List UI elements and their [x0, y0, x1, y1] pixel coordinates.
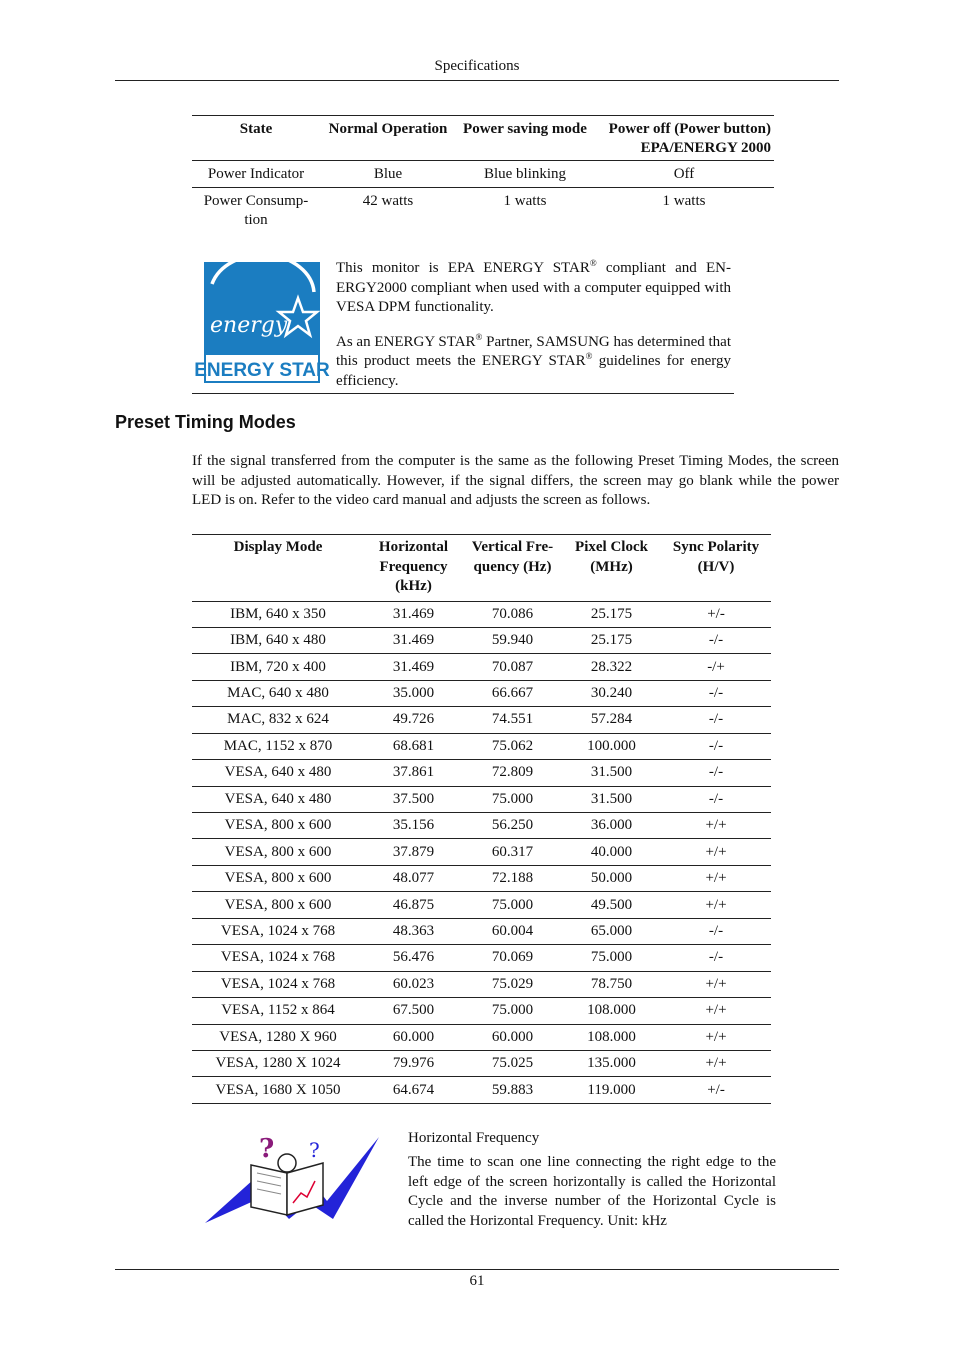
- vertical-frequency-cell: 70.086: [463, 601, 562, 627]
- power-cell: Power Consump- tion: [203, 193, 309, 228]
- reading-manual-icon: [203, 1133, 381, 1225]
- pixel-clock-cell: 108.000: [562, 998, 661, 1024]
- display-mode-cell: VESA, 640 x 480: [192, 760, 364, 786]
- horizontal-frequency-cell: 64.674: [364, 1077, 463, 1103]
- pixel-clock-cell: 57.284: [562, 707, 661, 733]
- pixel-clock-cell: 36.000: [562, 813, 661, 839]
- horizontal-frequency-cell: 31.469: [364, 601, 463, 627]
- power-header-off: Power off (Power button) EPA/ENERGY 2000: [608, 121, 771, 156]
- sync-polarity-cell: -/-: [661, 707, 771, 733]
- vertical-frequency-cell: 66.667: [463, 680, 562, 706]
- preset-timing-table: [192, 534, 771, 1104]
- display-mode-cell: MAC, 1152 x 870: [192, 733, 364, 759]
- timing-row: [192, 601, 771, 627]
- vertical-frequency-cell: 59.940: [463, 627, 562, 653]
- display-mode-cell: VESA, 800 x 600: [192, 892, 364, 918]
- timing-row: [192, 971, 771, 997]
- energy-star-paragraph-1: This monitor is EPA ENERGY STAR® compliant and EN-ERGY2000 compliant when used with a computer equipped with VESA DPM functionality.: [336, 258, 731, 315]
- logo-word: energy: [210, 313, 288, 338]
- timing-row: [192, 865, 771, 891]
- horizontal-frequency-cell: 37.879: [364, 839, 463, 865]
- display-mode-cell: IBM, 720 x 400: [192, 654, 364, 680]
- timing-row: [192, 813, 771, 839]
- sync-polarity-cell: +/+: [661, 971, 771, 997]
- horizontal-frequency-cell: 37.500: [364, 786, 463, 812]
- reader-head: [278, 1154, 296, 1172]
- timing-row: [192, 839, 771, 865]
- vertical-frequency-cell: 75.029: [463, 971, 562, 997]
- sync-polarity-cell: -/-: [661, 680, 771, 706]
- power-cell: 1 watts: [662, 193, 706, 209]
- horizontal-frequency-cell: 56.476: [364, 945, 463, 971]
- timing-row: [192, 918, 771, 944]
- vertical-frequency-cell: 59.883: [463, 1077, 562, 1103]
- timing-row: [192, 1077, 771, 1103]
- display-mode-cell: VESA, 1024 x 768: [192, 918, 364, 944]
- pixel-clock-cell: 78.750: [562, 971, 661, 997]
- vertical-frequency-cell: 75.000: [463, 892, 562, 918]
- horizontal-frequency-cell: 79.976: [364, 1050, 463, 1076]
- section-title: Preset Timing Modes: [115, 412, 296, 432]
- power-cell: 42 watts: [362, 193, 414, 209]
- pixel-clock-cell: 50.000: [562, 865, 661, 891]
- display-mode-cell: VESA, 1024 x 768: [192, 945, 364, 971]
- timing-row: [192, 786, 771, 812]
- book-left-page: [251, 1165, 287, 1215]
- note-body: The time to scan one line connecting the right edge to the left edge of the screen horizontally is called the Horizontal Cycle and the inverse number of the Horizontal Cycle is called the Horizontal Frequency. Unit: kHz: [408, 1154, 776, 1229]
- power-header-saving: Power saving mode: [463, 121, 587, 137]
- pixel-clock-cell: 28.322: [562, 654, 661, 680]
- sync-polarity-cell: -/-: [661, 627, 771, 653]
- vertical-frequency-cell: 75.000: [463, 786, 562, 812]
- display-mode-cell: VESA, 1280 X 1024: [192, 1050, 364, 1076]
- power-cell: Blue: [373, 166, 403, 182]
- display-mode-cell: VESA, 1152 x 864: [192, 998, 364, 1024]
- timing-row: [192, 892, 771, 918]
- sync-polarity-cell: -/-: [661, 760, 771, 786]
- sync-polarity-cell: +/-: [661, 601, 771, 627]
- page-number: 61: [469, 1273, 485, 1289]
- display-mode-cell: IBM, 640 x 350: [192, 601, 364, 627]
- vertical-frequency-cell: 70.069: [463, 945, 562, 971]
- horizontal-frequency-cell: 60.000: [364, 1024, 463, 1050]
- horizontal-frequency-cell: 48.077: [364, 865, 463, 891]
- timing-header-vertical-frequency: Vertical Fre- quency (Hz): [471, 539, 554, 575]
- display-mode-cell: VESA, 1280 X 960: [192, 1024, 364, 1050]
- display-mode-cell: VESA, 800 x 600: [192, 813, 364, 839]
- horizontal-frequency-cell: 49.726: [364, 707, 463, 733]
- sync-polarity-cell: -/-: [661, 945, 771, 971]
- display-mode-cell: MAC, 832 x 624: [192, 707, 364, 733]
- display-mode-cell: VESA, 800 x 600: [192, 839, 364, 865]
- vertical-frequency-cell: 72.188: [463, 865, 562, 891]
- vertical-frequency-cell: 75.000: [463, 998, 562, 1024]
- timing-row: [192, 654, 771, 680]
- sync-polarity-cell: -/-: [661, 786, 771, 812]
- question-mark-left: ?: [259, 1134, 275, 1164]
- pixel-clock-cell: 65.000: [562, 918, 661, 944]
- pixel-clock-cell: 40.000: [562, 839, 661, 865]
- timing-header-display-mode: Display Mode: [233, 539, 323, 555]
- timing-row: [192, 707, 771, 733]
- display-mode-cell: MAC, 640 x 480: [192, 680, 364, 706]
- timing-header-pixel-clock: Pixel Clock (MHz): [575, 539, 648, 575]
- pixel-clock-cell: 135.000: [562, 1050, 661, 1076]
- pixel-clock-cell: 25.175: [562, 627, 661, 653]
- sync-polarity-cell: +/-: [661, 1077, 771, 1103]
- pixel-clock-cell: 31.500: [562, 786, 661, 812]
- timing-header-horizontal-frequency: Horizontal Frequency (kHz): [378, 539, 449, 594]
- pixel-clock-cell: 49.500: [562, 892, 661, 918]
- horizontal-frequency-cell: 46.875: [364, 892, 463, 918]
- vertical-frequency-cell: 70.087: [463, 654, 562, 680]
- display-mode-cell: IBM, 640 x 480: [192, 627, 364, 653]
- vertical-frequency-cell: 72.809: [463, 760, 562, 786]
- sync-polarity-cell: -/+: [661, 654, 771, 680]
- energy-star-divider: [192, 393, 734, 394]
- sync-polarity-cell: +/+: [661, 839, 771, 865]
- timing-table-body: [192, 601, 771, 1103]
- sync-polarity-cell: -/-: [661, 918, 771, 944]
- horizontal-frequency-cell: 48.363: [364, 918, 463, 944]
- horizontal-frequency-cell: 37.861: [364, 760, 463, 786]
- horizontal-frequency-cell: 68.681: [364, 733, 463, 759]
- power-cell: Blue blinking: [483, 166, 567, 182]
- vertical-frequency-cell: 60.000: [463, 1024, 562, 1050]
- power-management-table: [192, 115, 774, 233]
- sync-polarity-cell: +/+: [661, 813, 771, 839]
- vertical-frequency-cell: 56.250: [463, 813, 562, 839]
- intro-paragraph: If the signal transferred from the computer is the same as the following Preset Timing Modes, the screen will be adjusted automatically. However, if the signal differs, the screen may go blank while the power LED is on. Refer to the video card manual and adjusts the screen as follows.: [192, 453, 839, 508]
- note-title: Horizontal Frequency: [408, 1130, 540, 1146]
- power-cell: 1 watts: [503, 193, 547, 209]
- sync-polarity-cell: +/+: [661, 1050, 771, 1076]
- vertical-frequency-cell: 60.317: [463, 839, 562, 865]
- vertical-frequency-cell: 74.551: [463, 707, 562, 733]
- power-row-indicator: [192, 161, 774, 188]
- pixel-clock-cell: 119.000: [562, 1077, 661, 1103]
- vertical-frequency-cell: 75.062: [463, 733, 562, 759]
- pixel-clock-cell: 25.175: [562, 601, 661, 627]
- timing-row: [192, 627, 771, 653]
- timing-table-header-row: [192, 535, 771, 602]
- energy-star-logo-icon: [194, 262, 330, 383]
- pixel-clock-cell: 75.000: [562, 945, 661, 971]
- page-header: Specifications: [434, 58, 520, 74]
- sync-polarity-cell: +/+: [661, 865, 771, 891]
- display-mode-cell: VESA, 1024 x 768: [192, 971, 364, 997]
- power-cell: Power Indicator: [207, 166, 305, 182]
- horizontal-frequency-cell: 31.469: [364, 654, 463, 680]
- display-mode-cell: VESA, 1680 X 1050: [192, 1077, 364, 1103]
- sync-polarity-cell: +/+: [661, 1024, 771, 1050]
- pixel-clock-cell: 100.000: [562, 733, 661, 759]
- power-header-state: State: [239, 121, 273, 137]
- power-table-header-row: [192, 116, 774, 161]
- energy-star-statement: [336, 259, 731, 406]
- pixel-clock-cell: 30.240: [562, 680, 661, 706]
- energy-star-paragraph-2: As an ENERGY STAR® Partner, SAMSUNG has determined that this product meets the ENERGY STAR® guidelines for energy efficiency.: [336, 331, 731, 389]
- pixel-clock-cell: 31.500: [562, 760, 661, 786]
- power-row-consumption: [192, 188, 774, 234]
- horizontal-frequency-cell: 67.500: [364, 998, 463, 1024]
- display-mode-cell: VESA, 640 x 480: [192, 786, 364, 812]
- power-cell: Off: [673, 166, 695, 182]
- horizontal-frequency-cell: 60.023: [364, 971, 463, 997]
- horizontal-frequency-cell: 31.469: [364, 627, 463, 653]
- header-divider: [115, 80, 839, 81]
- timing-header-sync-polarity: Sync Polarity (H/V): [672, 539, 760, 575]
- footer-divider: [115, 1269, 839, 1270]
- timing-row: [192, 998, 771, 1024]
- vertical-frequency-cell: 75.025: [463, 1050, 562, 1076]
- vertical-frequency-cell: 60.004: [463, 918, 562, 944]
- sync-polarity-cell: +/+: [661, 892, 771, 918]
- timing-row: [192, 945, 771, 971]
- timing-row: [192, 1024, 771, 1050]
- sync-polarity-cell: +/+: [661, 998, 771, 1024]
- pixel-clock-cell: 108.000: [562, 1024, 661, 1050]
- timing-row: [192, 680, 771, 706]
- sync-polarity-cell: -/-: [661, 733, 771, 759]
- display-mode-cell: VESA, 800 x 600: [192, 865, 364, 891]
- logo-label: ENERGY STAR: [194, 360, 330, 381]
- question-mark-right: ?: [309, 1138, 320, 1162]
- timing-row: [192, 733, 771, 759]
- timing-row: [192, 1050, 771, 1076]
- timing-row: [192, 760, 771, 786]
- power-header-normal: Normal Operation: [328, 121, 448, 137]
- horizontal-frequency-cell: 35.000: [364, 680, 463, 706]
- horizontal-frequency-cell: 35.156: [364, 813, 463, 839]
